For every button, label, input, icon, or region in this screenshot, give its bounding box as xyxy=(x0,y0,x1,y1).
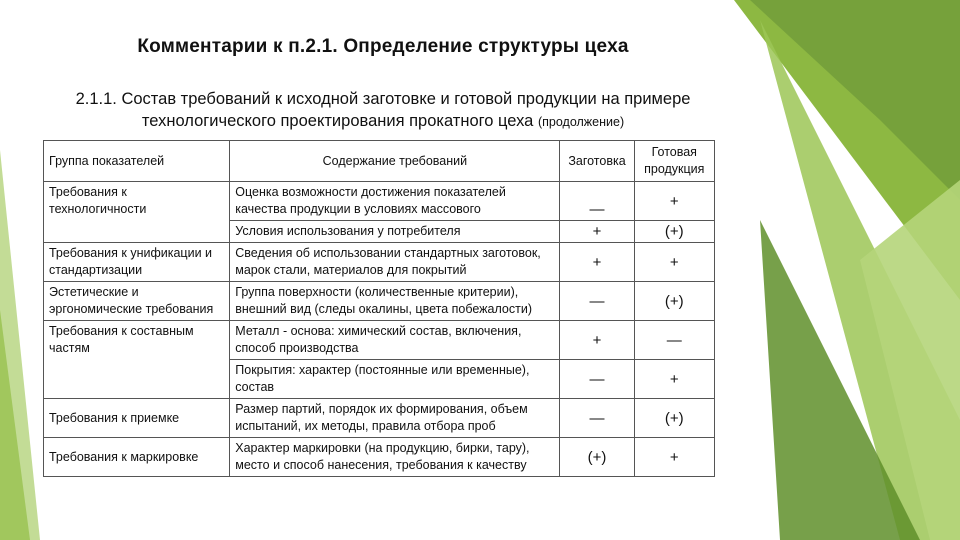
cell-group: Требования к составным частям xyxy=(44,321,230,399)
table-row xyxy=(44,282,715,321)
page-title: Комментарии к п.2.1. Определение структуры цеха xyxy=(137,36,629,57)
cell-blank: — xyxy=(560,182,634,221)
cell-blank: + xyxy=(560,243,634,282)
cell-blank: — xyxy=(560,360,634,399)
cell-blank: — xyxy=(560,399,634,438)
table-row xyxy=(44,438,715,477)
subtitle-line-1: 2.1.1. Состав требований к исходной заготовке и готовой продукции на примере xyxy=(75,90,691,108)
table-row xyxy=(44,399,715,438)
cell-product: + xyxy=(634,360,714,399)
cell-group: Требования к маркировке xyxy=(44,438,230,477)
cell-content: Оценка возможности достижения показателей качества продукции в условиях массового xyxy=(230,182,560,221)
cell-group: Требования к приемке xyxy=(44,399,230,438)
cell-blank: — xyxy=(560,282,634,321)
header-product: Готовая продукция xyxy=(634,141,714,182)
header-group: Группа показателей xyxy=(44,141,230,182)
cell-content: Металл - основа: химический состав, включения, способ производства xyxy=(230,321,560,360)
section-subtitle xyxy=(20,88,746,133)
subtitle-note: (продолжение) xyxy=(537,115,625,129)
cell-group: Требования к технологичности xyxy=(44,182,230,243)
cell-blank: + xyxy=(560,321,634,360)
cell-product: — xyxy=(634,321,714,360)
cell-content: Сведения об использовании стандартных заготовок, марок стали, материалов для покрытий xyxy=(230,243,560,282)
cell-product: + xyxy=(634,438,714,477)
table-row xyxy=(44,321,715,360)
cell-content: Покрытия: характер (постоянные или временные), состав xyxy=(230,360,560,399)
cell-blank: (+) xyxy=(560,438,634,477)
cell-content: Характер маркировки (на продукцию, бирки, тару), место и способ нанесения, требования к качеству xyxy=(230,438,560,477)
requirements-table-card xyxy=(43,140,718,528)
subtitle-line-2-text: технологического проектирования прокатного цеха xyxy=(141,112,534,130)
cell-product: (+) xyxy=(634,282,714,321)
cell-product: + xyxy=(634,243,714,282)
cell-content: Группа поверхности (количественные критерии), внешний вид (следы окалины, цвета побежалости) xyxy=(230,282,560,321)
table-header-row xyxy=(44,141,715,182)
requirements-table xyxy=(43,140,715,477)
cell-product: + xyxy=(634,182,714,221)
cell-product: (+) xyxy=(634,221,714,243)
cell-blank: + xyxy=(560,221,634,243)
table-row xyxy=(44,243,715,282)
header-content: Содержание требований xyxy=(230,141,560,182)
subtitle-line-2 xyxy=(20,110,746,133)
cell-content: Размер партий, порядок их формирования, объем испытаний, их методы, правила отбора проб xyxy=(230,399,560,438)
cell-group: Эстетические и эргономические требования xyxy=(44,282,230,321)
cell-content: Условия использования у потребителя xyxy=(230,221,560,243)
table-row xyxy=(44,182,715,221)
cell-group: Требования к унификации и стандартизации xyxy=(44,243,230,282)
cell-product: (+) xyxy=(634,399,714,438)
header-blank: Заготовка xyxy=(560,141,634,182)
